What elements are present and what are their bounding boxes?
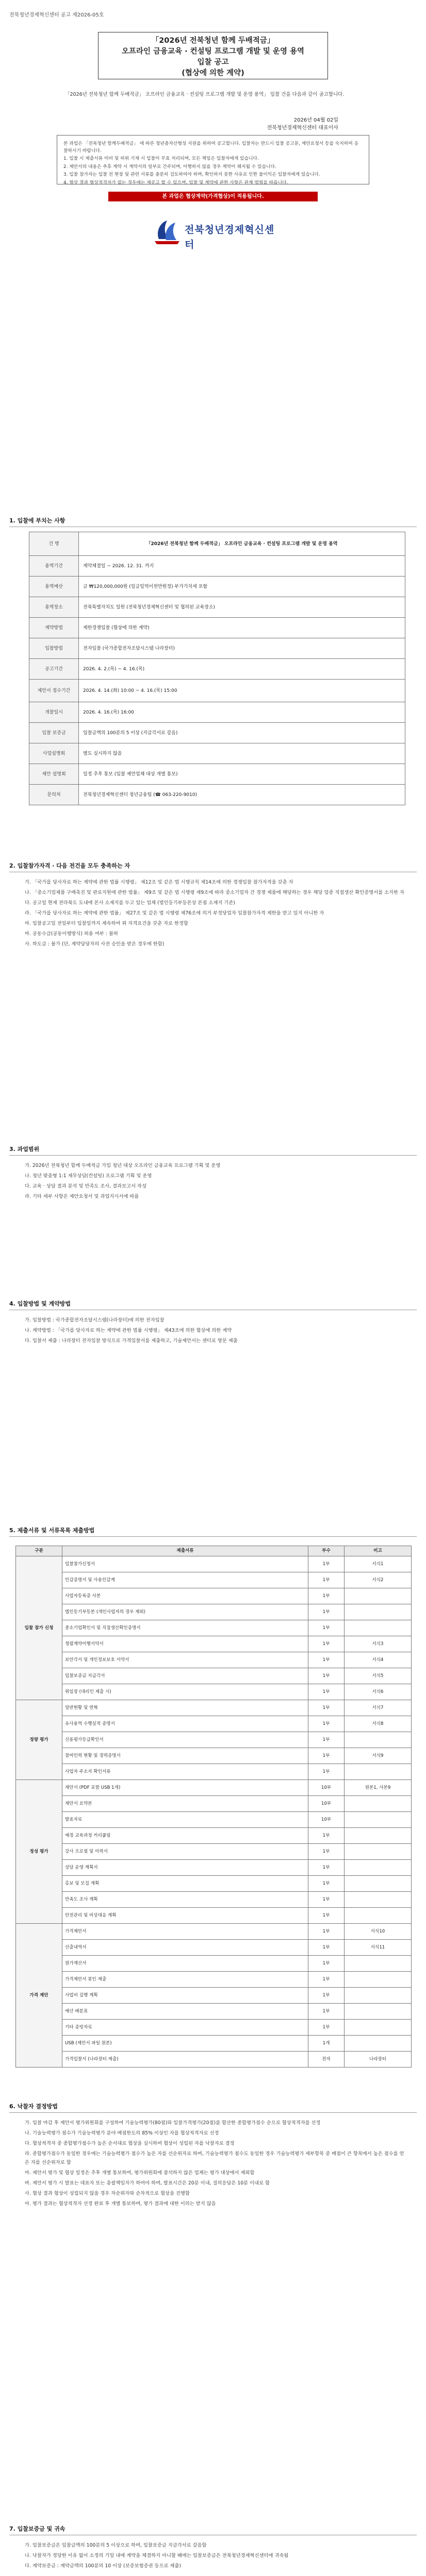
row-value: 2026. 4. 2.(목) ~ 4. 16.(목) bbox=[79, 659, 405, 680]
divider bbox=[9, 1536, 417, 1537]
notice-paragraph: 3. 입찰 참가자는 입찰 전 현장 및 관련 서류를 충분히 검토하여야 하며, 확인하지 못한 사유로 인한 불이익은 입찰자에게 있습니다. bbox=[63, 172, 320, 177]
table-row bbox=[16, 1620, 412, 1636]
note-cell bbox=[345, 1892, 412, 1908]
table-row bbox=[16, 1796, 412, 1812]
table-row bbox=[16, 1716, 412, 1732]
paragraph: 마. 제안서 평가 및 협상 일정은 추후 개별 통보하며, 평가위원회에 참석하지 않은 업체는 평가 대상에서 제외함 bbox=[25, 2170, 255, 2176]
note-cell: 서식3 bbox=[345, 1636, 412, 1652]
section-3-body bbox=[25, 1161, 406, 1202]
document-cell: 입찰참가신청서 bbox=[62, 1556, 308, 1572]
document-cell: 가격제안서 봉인 제출 bbox=[62, 1972, 308, 1988]
count-cell: 1부 bbox=[308, 1908, 345, 1924]
note-cell: 서식2 bbox=[345, 1572, 412, 1588]
note-cell bbox=[345, 1620, 412, 1636]
paragraph: 라. 기타 세부 사항은 제안요청서 및 과업지시서에 따름 bbox=[25, 1194, 139, 1199]
submission-docs-table bbox=[15, 1546, 412, 2067]
document-cell: 산출내역서 bbox=[62, 1940, 308, 1956]
section-7-body bbox=[25, 2541, 406, 2572]
table-row bbox=[16, 1956, 412, 1972]
title-line-4: (협상에 의한 계약) bbox=[182, 69, 244, 77]
document-cell: 보안각서 및 개인정보보호 서약서 bbox=[62, 1652, 308, 1668]
paragraph: 다. 협상적격자 중 종합평가점수가 높은 순서대로 협상을 실시하여 협상이 성립된 자를 낙찰자로 결정 bbox=[25, 2141, 235, 2146]
table-row bbox=[16, 1844, 412, 1860]
logo-text: 전북청년경제혁신센터 bbox=[185, 224, 275, 251]
column-header: 비고 bbox=[345, 1546, 412, 1556]
row-key: 입찰방법 bbox=[29, 638, 79, 659]
note-cell bbox=[345, 2036, 412, 2052]
count-cell: 1부 bbox=[308, 1572, 345, 1588]
count-cell: 1개 bbox=[308, 2036, 345, 2052]
note-cell: 원본1, 사본9 bbox=[345, 1780, 412, 1796]
count-cell: 1부 bbox=[308, 1892, 345, 1908]
notice-paragraph: 1. 입찰 시 제출서류 미비 및 허위 기재 시 입찰이 무효 처리되며, 모든 책임은 입찰자에게 있습니다. bbox=[63, 156, 259, 161]
count-cell: 10부 bbox=[308, 1812, 345, 1828]
document-cell: 만족도 조사 계획 bbox=[62, 1892, 308, 1908]
row-key: 계약방법 bbox=[29, 618, 79, 638]
paragraph: 사. 협상 결과 협상이 성립되지 않을 경우 차순위자와 순차적으로 협상을 진행함 bbox=[25, 2191, 190, 2196]
document-cell: 기타 증빙자료 bbox=[62, 2020, 308, 2036]
row-key: 제안서 접수기간 bbox=[29, 680, 79, 702]
count-cell: 1부 bbox=[308, 2020, 345, 2036]
notice-paragraph: 4. 협상 결과 협상적격자가 없는 경우에는 재공고 할 수 있으며, 입찰 및 계약에 관한 사항은 관계 법령을 따릅니다. bbox=[63, 180, 288, 185]
table-row bbox=[16, 1812, 412, 1828]
count-cell: 1부 bbox=[308, 1748, 345, 1764]
notice-box bbox=[57, 135, 369, 184]
table-row bbox=[16, 1876, 412, 1892]
document-cell: 상담 운영 계획서 bbox=[62, 1860, 308, 1876]
document-cell: 원가계산서 bbox=[62, 1956, 308, 1972]
document-cell: 신용평가등급확인서 bbox=[62, 1732, 308, 1748]
note-cell: 서식7 bbox=[345, 1700, 412, 1716]
column-header: 제출서류 bbox=[62, 1546, 308, 1556]
group-cell: 입찰 참가 신청 bbox=[16, 1556, 62, 1700]
table-row bbox=[29, 618, 405, 638]
note-cell bbox=[345, 1812, 412, 1828]
row-key: 공고기간 bbox=[29, 659, 79, 680]
count-cell: 전자 bbox=[308, 2052, 345, 2067]
table-row bbox=[29, 702, 405, 723]
table-row bbox=[29, 577, 405, 597]
row-key: 용역예산 bbox=[29, 577, 79, 597]
document-cell: 사업비 집행 계획 bbox=[62, 1988, 308, 2004]
count-cell: 1부 bbox=[308, 1732, 345, 1748]
table-row bbox=[29, 638, 405, 659]
table-row bbox=[16, 1828, 412, 1844]
note-cell bbox=[345, 1876, 412, 1892]
paragraph: 가. 입찰보증금은 입찰금액의 100분의 5 이상으로 하며, 입찰보증금 지급각서로 갈음함 bbox=[25, 2543, 207, 2548]
paragraph: 바. 공동수급(공동이행방식) 허용 여부 : 불허 bbox=[25, 931, 118, 937]
count-cell: 10부 bbox=[308, 1780, 345, 1796]
row-value: 전북청년경제혁신센터 청년금융팀 (☎ 063-220-9010) bbox=[79, 785, 405, 805]
document-cell: 제안서 (PDF 포함 USB 1개) bbox=[62, 1780, 308, 1796]
center-logo bbox=[149, 207, 277, 253]
note-cell bbox=[345, 1908, 412, 1924]
section-5-title: 5. 제출서류 및 서류목록 제출방법 bbox=[9, 1527, 95, 1534]
table-row bbox=[29, 743, 405, 764]
table-row bbox=[29, 556, 405, 577]
note-cell bbox=[345, 1860, 412, 1876]
table-row bbox=[16, 1748, 412, 1764]
notice-paragraph: 본 과업은 「전북청년 함께두배적금」 에 따른 청년층자산형성 지원을 위하여 공고합니다. 입찰자는 반드시 입찰 공고문, 제안요청서 등을 숙지하여 응찰하시기 바랍니다. bbox=[63, 141, 359, 154]
intro-text: 「2026년 전북청년 함께 두배적금」 오프라인 금융교육 · 컨설팅 프로그램 개발 및 운영 용역」 입찰 건을 다음과 같이 공고합니다. bbox=[65, 92, 345, 97]
table-row bbox=[16, 2052, 412, 2067]
note-cell bbox=[345, 1604, 412, 1620]
paragraph: 다. 공고일 현재 전라북도 도내에 본사 소재지를 두고 있는 업체 (법인등기부등본상 본점 소재지 기준) bbox=[25, 900, 235, 906]
row-key: 입찰 보증금 bbox=[29, 723, 79, 743]
table-row bbox=[16, 1764, 412, 1780]
note-cell: 서식4 bbox=[345, 1652, 412, 1668]
document-cell: 일반현황 및 연혁 bbox=[62, 1700, 308, 1716]
document-cell: 발표자료 bbox=[62, 1812, 308, 1828]
count-cell: 1부 bbox=[308, 1956, 345, 1972]
title-box bbox=[98, 32, 328, 79]
row-value: 「2026년 전북청년 함께 두배적금」 오프라인 금융교육 · 컨설팅 프로그램 개발 및 운영 용역 bbox=[79, 532, 405, 556]
table-row bbox=[29, 785, 405, 805]
group-cell: 정성 평가 bbox=[16, 1780, 62, 1924]
table-row bbox=[29, 764, 405, 785]
column-header: 구분 bbox=[16, 1546, 62, 1556]
count-cell: 10부 bbox=[308, 1796, 345, 1812]
paragraph: 나. 기술능력평가 점수가 기술능력평가 분야 배점한도의 85% 이상인 자를 협상적격자로 선정 bbox=[25, 2130, 219, 2136]
note-cell bbox=[345, 2020, 412, 2036]
row-value: 2026. 4. 16.(목) 16:00 bbox=[79, 702, 405, 723]
divider bbox=[9, 2112, 417, 2113]
group-cell: 정량 평가 bbox=[16, 1700, 62, 1780]
row-value: 전자입찰 (국가종합전자조달시스템 나라장터) bbox=[79, 638, 405, 659]
table-row bbox=[29, 597, 405, 618]
paragraph: 다. 계약보증금 : 계약금액의 100분의 10 이상 (보증보험증권 등으로 제출) bbox=[25, 2563, 182, 2569]
table-row bbox=[16, 1652, 412, 1668]
red-banner: 본 과업은 협상계약(가격협상)이 적용됩니다. bbox=[108, 192, 318, 201]
row-key: 개찰일시 bbox=[29, 702, 79, 723]
section-4-title: 4. 입찰방법 및 계약방법 bbox=[9, 1300, 71, 1307]
table-row bbox=[16, 1780, 412, 1796]
table-row bbox=[16, 1588, 412, 1604]
table-row bbox=[16, 2004, 412, 2020]
row-key: 사업설명회 bbox=[29, 743, 79, 764]
submission-docs-body bbox=[16, 1556, 412, 2067]
logo-mark-icon bbox=[149, 207, 185, 253]
paragraph: 다. 입찰서 제출 : 나라장터 전자입찰 방식으로 가격입찰서를 제출하고, 기술제안서는 센터로 방문 제출 bbox=[25, 1338, 238, 1344]
note-cell: 서식5 bbox=[345, 1668, 412, 1684]
note-cell bbox=[345, 1844, 412, 1860]
note-cell bbox=[345, 1588, 412, 1604]
note-cell: 나라장터 bbox=[345, 2052, 412, 2067]
count-cell: 1부 bbox=[308, 1988, 345, 2004]
note-cell bbox=[345, 1956, 412, 1972]
count-cell: 1부 bbox=[308, 1668, 345, 1684]
count-cell: 1부 bbox=[308, 1556, 345, 1572]
table-row bbox=[16, 1684, 412, 1700]
document-cell: 유사용역 수행실적 증명서 bbox=[62, 1716, 308, 1732]
row-value: 전북특별자치도 일원 (전북청년경제혁신센터 및 협의된 교육장소) bbox=[79, 597, 405, 618]
row-key: 용역장소 bbox=[29, 597, 79, 618]
note-cell bbox=[345, 1796, 412, 1812]
count-cell: 1부 bbox=[308, 1876, 345, 1892]
paragraph: 가. 입찰방법 : 국가종합전자조달시스템(나라장터)에 의한 전자입찰 bbox=[25, 1317, 165, 1323]
row-key: 건 명 bbox=[29, 532, 79, 556]
document-cell: 입찰보증금 지급각서 bbox=[62, 1668, 308, 1684]
bid-summary-table bbox=[29, 532, 405, 805]
section-6-body bbox=[25, 2119, 406, 2210]
count-cell: 1부 bbox=[308, 1636, 345, 1652]
title-line-2: 오프라인 금융교육 · 컨설팅 프로그램 개발 및 운영 용역 bbox=[121, 47, 305, 56]
row-value: 입찰금액의 100분의 5 이상 (지급각서로 갈음) bbox=[79, 723, 405, 743]
document-cell: 인감증명서 및 사용인감계 bbox=[62, 1572, 308, 1588]
table-row bbox=[16, 1668, 412, 1684]
table-row bbox=[16, 1972, 412, 1988]
table-row bbox=[16, 2036, 412, 2052]
row-key: 제안 설명회 bbox=[29, 764, 79, 785]
document-cell: USB (제안서 파일 원본) bbox=[62, 2036, 308, 2052]
count-cell: 1부 bbox=[308, 1652, 345, 1668]
issuer-line: 전북청년경제혁신센터 대표이사 bbox=[267, 125, 338, 131]
section-3-title: 3. 과업범위 bbox=[9, 1146, 40, 1153]
count-cell: 1부 bbox=[308, 1844, 345, 1860]
row-value: 2026. 4. 14.(화) 10:00 ~ 4. 16.(목) 15:00 bbox=[79, 680, 405, 702]
notice-paragraph: 2. 제안서의 내용은 추후 계약 시 계약서의 일부로 간주되며, 이행하지 않을 경우 계약이 해지될 수 있습니다. bbox=[63, 164, 276, 170]
table-row bbox=[16, 1988, 412, 2004]
table-row bbox=[16, 1604, 412, 1620]
count-cell: 1부 bbox=[308, 1860, 345, 1876]
row-key: 용역기간 bbox=[29, 556, 79, 577]
document-cell: 예산 배분표 bbox=[62, 2004, 308, 2020]
count-cell: 1부 bbox=[308, 1620, 345, 1636]
note-cell: 서식8 bbox=[345, 1716, 412, 1732]
paragraph: 나. 「중소기업제품 구매촉진 및 판로지원에 관한 법률」 제9조 및 같은 법 시행령 제9조에 따라 중소기업자 간 경쟁 제품에 해당하는 경우 해당 업종 직접생산 확인증명서를 소지한 자 bbox=[25, 890, 404, 895]
paragraph: 가. 입찰 마감 후 제안서 평가위원회를 구성하여 기술능력평가(80점)와 입찰가격평가(20점)를 합산한 종합평가점수 순으로 협상적격자를 선정 bbox=[25, 2120, 321, 2126]
note-cell bbox=[345, 1732, 412, 1748]
count-cell: 1부 bbox=[308, 2004, 345, 2020]
paragraph: 나. 낙찰자가 정당한 이유 없이 소정의 기일 내에 계약을 체결하지 아니할 때에는 입찰보증금은 전북청년경제혁신센터에 귀속됨 bbox=[25, 2553, 289, 2558]
document-cell: 참여인력 현황 및 경력증명서 bbox=[62, 1748, 308, 1764]
table-row bbox=[29, 532, 405, 556]
section-2-body bbox=[25, 878, 406, 950]
table-row bbox=[29, 680, 405, 702]
document-cell: 안전관리 및 비상대응 계획 bbox=[62, 1908, 308, 1924]
section-1-title: 1. 입찰에 부치는 사항 bbox=[9, 517, 65, 524]
title-line-3: 입찰 공고 bbox=[197, 58, 229, 66]
count-cell: 1부 bbox=[308, 1588, 345, 1604]
table-row bbox=[16, 1860, 412, 1876]
table-row bbox=[29, 659, 405, 680]
table-row bbox=[16, 1940, 412, 1956]
paragraph: 마. 입찰공고일 전일부터 입찰일까지 계속하여 위 자격요건을 갖춘 자로 한정함 bbox=[25, 921, 188, 926]
table-header-row bbox=[16, 1546, 412, 1556]
paragraph: 아. 평가 결과는 협상적격자 선정 완료 후 개별 통보하며, 평가 결과에 대한 이의는 받지 않음 bbox=[25, 2201, 216, 2207]
paragraph: 나. 계약방법 : 「국가를 당사자로 하는 계약에 관한 법률 시행령」 제43조에 의한 협상에 의한 계약 bbox=[25, 1328, 232, 1333]
document-cell: 청렴계약이행서약서 bbox=[62, 1636, 308, 1652]
row-value: 계약체결일 ~ 2026. 12. 31. 까지 bbox=[79, 556, 405, 577]
table-row bbox=[16, 1908, 412, 1924]
table-row bbox=[16, 1892, 412, 1908]
note-cell: 서식10 bbox=[345, 1924, 412, 1940]
row-value: 일정 추후 통보 (입찰 제안업체 대상 개별 통보) bbox=[79, 764, 405, 785]
document-cell: 가격입찰서 (나라장터 제출) bbox=[62, 2052, 308, 2067]
section-2-title: 2. 입찰참가자격 · 다음 전건을 모두 충족하는 자 bbox=[9, 862, 130, 869]
document-cell: 강사 프로필 및 이력서 bbox=[62, 1844, 308, 1860]
table-row bbox=[16, 1556, 412, 1572]
document-number: 전북청년경제혁신센터 공고 제2026-05호 bbox=[9, 12, 104, 18]
title-line-1: 「2026년 전북청년 함께 두배적금」 bbox=[151, 37, 275, 45]
table-row bbox=[16, 1700, 412, 1716]
paragraph: 바. 제안서 평가 시 발표는 대표자 또는 총괄책임자가 하여야 하며, 발표시간은 20분 이내, 질의응답은 10분 이내로 함 bbox=[25, 2180, 270, 2186]
document-cell: 예정 교육과정 커리큘럼 bbox=[62, 1828, 308, 1844]
note-cell: 서식6 bbox=[345, 1684, 412, 1700]
date-block bbox=[267, 116, 338, 132]
group-cell: 가격 제안 bbox=[16, 1924, 62, 2067]
document-cell: 사업자등록증 사본 bbox=[62, 1588, 308, 1604]
count-cell: 1부 bbox=[308, 1940, 345, 1956]
table-row bbox=[16, 1636, 412, 1652]
note-cell bbox=[345, 1764, 412, 1780]
document-cell: 제안서 요약본 bbox=[62, 1796, 308, 1812]
note-cell: 서식9 bbox=[345, 1748, 412, 1764]
note-cell bbox=[345, 1988, 412, 2004]
note-cell bbox=[345, 1972, 412, 1988]
table-row bbox=[16, 1732, 412, 1748]
paragraph: 가. 2026년 전북청년 함께 두배적금 가입 청년 대상 오프라인 금융교육 프로그램 기획 및 운영 bbox=[25, 1163, 221, 1168]
row-value: 금 ₩120,000,000원 (일금일억이천만원정) 부가가치세 포함 bbox=[79, 577, 405, 597]
count-cell: 1부 bbox=[308, 1700, 345, 1716]
section-4-body bbox=[25, 1316, 406, 1347]
paragraph: 라. 종합평가점수가 동일한 경우에는 기술능력평가 점수가 높은 자를 선순위자로 하며, 기술능력평가 점수도 동일한 경우 기술능력평가 세부항목 중 배점이 큰 항목에서 높은 점수를 얻은 자를 선순위자로 함 bbox=[25, 2151, 404, 2165]
paragraph: 사. 하도급 : 불가 (단, 계약담당자의 사전 승인을 받은 경우에 한함) bbox=[25, 941, 165, 947]
count-cell: 1부 bbox=[308, 1924, 345, 1940]
section-6-title: 6. 낙찰자 결정방법 bbox=[9, 2103, 58, 2110]
count-cell: 1부 bbox=[308, 1604, 345, 1620]
note-cell bbox=[345, 1828, 412, 1844]
document-cell: 홍보 및 모집 계획 bbox=[62, 1876, 308, 1892]
count-cell: 1부 bbox=[308, 1828, 345, 1844]
document-cell: 위임장 (대리인 제출 시) bbox=[62, 1684, 308, 1700]
paragraph: 나. 청년 맞춤형 1:1 재무상담(컨설팅) 프로그램 기획 및 운영 bbox=[25, 1173, 152, 1179]
column-header: 부수 bbox=[308, 1546, 345, 1556]
document-cell: 법인등기부등본 (개인사업자의 경우 제외) bbox=[62, 1604, 308, 1620]
note-cell: 서식11 bbox=[345, 1940, 412, 1956]
paragraph: 라. 「국가를 당사자로 하는 계약에 관한 법률」 제27조 및 같은 법 시행령 제76조에 의거 부정당업자 입찰참가자격 제한을 받고 있지 아니한 자 bbox=[25, 910, 324, 916]
table-row bbox=[16, 1924, 412, 1940]
count-cell: 1부 bbox=[308, 1684, 345, 1700]
note-cell: 서식1 bbox=[345, 1556, 412, 1572]
document-cell: 중소기업확인서 및 직접생산확인증명서 bbox=[62, 1620, 308, 1636]
table-row bbox=[16, 1572, 412, 1588]
count-cell: 1부 bbox=[308, 1764, 345, 1780]
document-cell: 사업자 주소지 확인서류 bbox=[62, 1764, 308, 1780]
table-row bbox=[16, 2020, 412, 2036]
document-cell: 가격제안서 bbox=[62, 1924, 308, 1940]
row-value: 제한경쟁입찰 (협상에 의한 계약) bbox=[79, 618, 405, 638]
count-cell: 1부 bbox=[308, 1972, 345, 1988]
note-cell bbox=[345, 2004, 412, 2020]
row-value: 별도 실시하지 않음 bbox=[79, 743, 405, 764]
date-line: 2026년 04월 02일 bbox=[293, 117, 338, 123]
paragraph: 다. 교육 · 상담 결과 분석 및 만족도 조사, 결과보고서 작성 bbox=[25, 1183, 146, 1189]
section-7-title: 7. 입찰보증금 및 귀속 bbox=[9, 2526, 65, 2532]
paragraph: 가. 「국가를 당사자로 하는 계약에 관한 법률 시행령」 제12조 및 같은 법 시행규칙 제14조에 의한 경쟁입찰 참가자격을 갖춘 자 bbox=[25, 879, 293, 885]
count-cell: 1부 bbox=[308, 1716, 345, 1732]
table-row bbox=[29, 723, 405, 743]
row-key: 문의처 bbox=[29, 785, 79, 805]
divider bbox=[9, 1155, 417, 1156]
